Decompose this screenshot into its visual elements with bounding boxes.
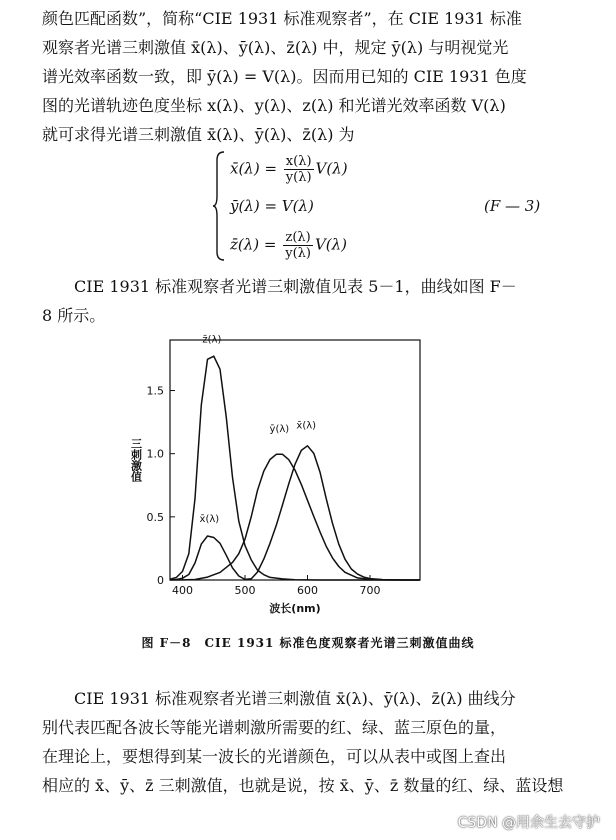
x-tick-label: 500	[234, 584, 256, 597]
curve-label: z̄(λ)	[202, 334, 222, 346]
series-line-1	[170, 446, 420, 580]
x-tick-label: 600	[297, 584, 318, 597]
y-tick-label: 0.5	[146, 510, 164, 524]
y-tick-label: 1.0	[146, 447, 164, 461]
text-line: 相应的 x̄、ȳ、z̄ 三刺激值，也就是说，按 x̄、ȳ、z̄ 数量的红、绿、蓝设想	[42, 776, 564, 795]
figure-f8	[108, 330, 448, 622]
curve-label: x̄(λ)	[199, 513, 220, 525]
curve-label: ȳ(λ)	[269, 424, 290, 436]
series-line-0	[170, 356, 420, 580]
equation-row-y	[230, 197, 314, 215]
left-brace	[212, 150, 226, 262]
text-line: 就可求得光谱三刺激值 x̄(λ)、ȳ(λ)、z̄(λ) 为	[42, 125, 355, 144]
eq-text: ȳ(λ) = V(λ)	[230, 197, 314, 215]
eq-rhs: V(λ)	[315, 159, 348, 178]
paragraph-intro	[42, 4, 582, 149]
equation-row-x	[230, 154, 348, 185]
fraction	[284, 154, 314, 185]
curve-label: x̄(λ)	[296, 420, 317, 432]
text-line: 观察者光谱三刺激值 x̄(λ)、ȳ(λ)、z̄(λ) 中，规定 ȳ(λ) 与明视觉光	[42, 38, 509, 57]
text-line: CIE 1931 标准观察者光谱三刺激值见表 5－1，曲线如图 F－	[74, 277, 517, 296]
x-axis-label: 波长(nm)	[269, 602, 321, 615]
equation-f3	[212, 150, 572, 262]
eq-rhs: V(λ)	[314, 235, 348, 254]
figure-caption: 图 F－8 CIE 1931 标准色度观察者光谱三刺激值曲线	[141, 636, 475, 650]
text-line: 谱光效率函数一致，即 ȳ(λ) = V(λ)。因而用已知的 CIE 1931 色度	[42, 67, 527, 86]
denominator: y(λ)	[285, 170, 312, 185]
numerator: z(λ)	[283, 230, 313, 246]
y-axis-label: 三刺激值	[129, 438, 143, 482]
denominator: y(λ)	[285, 246, 311, 261]
plot-frame	[170, 340, 420, 580]
equation-row-z	[230, 230, 347, 261]
paragraph-reference	[42, 272, 582, 330]
tristimulus-chart	[108, 330, 448, 622]
y-tick-label: 1.5	[146, 384, 164, 398]
watermark: CSDN @用余生去守护	[457, 815, 600, 831]
eq-lhs: z̄(λ) =	[230, 235, 277, 254]
equation-number: (F — 3)	[484, 197, 541, 215]
text-line: CIE 1931 标准观察者光谱三刺激值 x̄(λ)、ȳ(λ)、z̄(λ) 曲线分	[74, 689, 516, 708]
text-line: 在理论上，要想得到某一波长的光谱颜色，可以从表中或图上查出	[42, 747, 507, 766]
fraction	[283, 230, 313, 261]
text-line: 颜色匹配函数”，简称“CIE 1931 标准观察者”，在 CIE 1931 标准	[42, 9, 522, 28]
y-tick-label: 0	[157, 574, 164, 587]
text-line: 8 所示。	[42, 306, 106, 325]
x-tick-label: 700	[359, 584, 381, 597]
text-line: 图的光谱轨迹色度坐标 x(λ)、y(λ)、z(λ) 和光谱光效率函数 V(λ)	[42, 96, 506, 115]
x-tick-label: 400	[172, 584, 193, 597]
numerator: x(λ)	[284, 154, 314, 170]
paragraph-explanation	[42, 684, 582, 800]
text-line: 别代表匹配各波长等能光谱刺激所需要的红、绿、蓝三原色的量，	[42, 718, 507, 737]
eq-lhs: x̄(λ) =	[230, 159, 278, 178]
